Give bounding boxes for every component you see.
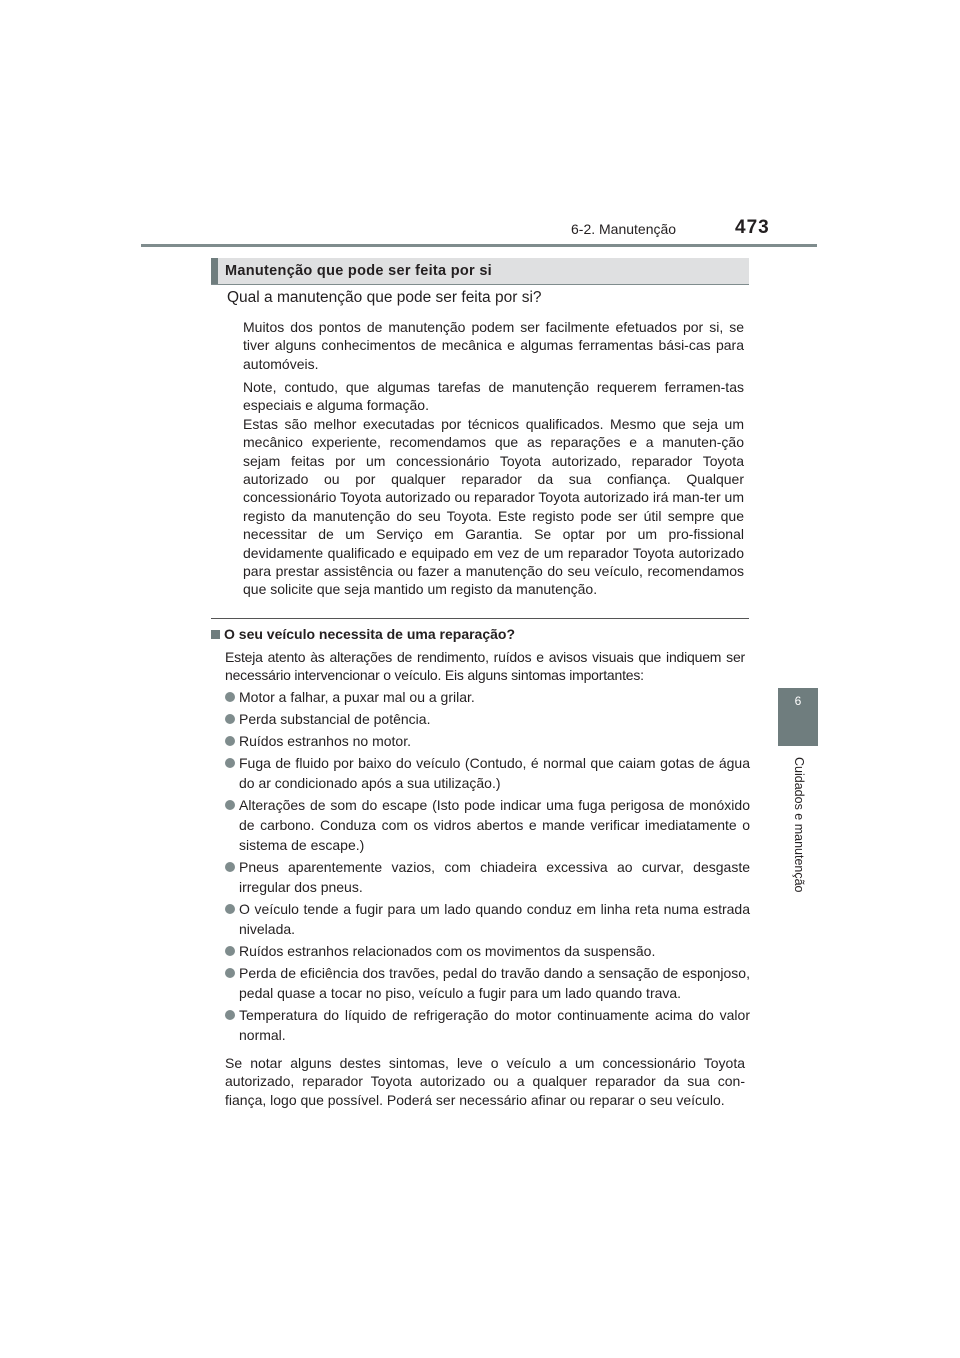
chapter-tab	[778, 688, 818, 746]
list-item: Pneus aparentemente vazios, com chiadeira excessiva ao curvar, desgaste irregular dos pneus.	[225, 857, 750, 897]
list-item: Alterações de som do escape (Isto pode indicar uma fuga perigosa de monóxido de carbono. Conduza com os vidros abertos e mande verificar imediatamente o sistema de escape.)	[225, 795, 750, 855]
divider	[211, 618, 749, 619]
repair-outro	[225, 1054, 745, 1109]
section-label: 6-2. Manutenção	[571, 221, 677, 237]
chapter-label: Cuidados e manutenção	[792, 757, 806, 893]
page-number: 473	[735, 217, 770, 238]
bullet-dot-icon	[225, 1010, 235, 1020]
repair-intro	[225, 648, 745, 685]
list-item: O veículo tende a fugir para um lado quando conduz em linha reta numa estrada nivelada.	[225, 899, 750, 939]
list-item: Fuga de fluido por baixo do veículo (Contudo, é normal que caiam gotas de água do ar condicionado após a sua utilização.)	[225, 753, 750, 793]
repair-intro-text: Esteja atento às alterações de rendimento, ruídos e avisos visuais que indiquem ser necessário intervencionar o veículo. Eis alguns sintomas importantes:	[225, 649, 745, 684]
section-title: Manutenção que pode ser feita por si	[225, 263, 493, 279]
bullet-dot-icon	[225, 946, 235, 956]
bullet-dot-icon	[225, 968, 235, 978]
bullet-dot-icon	[225, 904, 235, 914]
chapter-number: 6	[794, 694, 802, 708]
paragraph-3: Estas são melhor executadas por técnicos qualificados. Mesmo que seja um mecânico experiente, recomendamos que as reparações e a manuten-ção sejam feitas por um concessionário Toyota autorizado, reparador Toyota autorizado ou por qualquer reparador da sua confiança. Qualquer concessionário Toyota autorizado ou reparador Toyota autorizado irá man-ter um registo da manutenção do seu Toyota. Este registo pode ser útil sempre que necessitar de um Serviço em Garantia. Se optar por um pro-fissional devidamente qualificado e equipado em vez de um reparador Toyota autorizado para prestar assistência ou fazer a manutenção do seu veículo, recomendamos que solicite que seja mantido um registo da manutenção.	[243, 415, 744, 598]
paragraph-1: Muitos dos pontos de manutenção podem ser facilmente efetuados por si, se tiver alguns conhecimentos de mecânica e algumas ferramentas bási-cas para automóveis.	[243, 319, 744, 372]
question-heading: Qual a manutenção que pode ser feita por si?	[227, 289, 542, 306]
square-bullet-icon	[211, 630, 220, 639]
list-item: Motor a falhar, a puxar mal ou a grilar.	[225, 687, 750, 707]
list-item: Perda substancial de potência.	[225, 709, 750, 729]
bullet-dot-icon	[225, 692, 235, 702]
bullet-dot-icon	[225, 736, 235, 746]
list-item: Ruídos estranhos no motor.	[225, 731, 750, 751]
repair-outro-text: Se notar alguns destes sintomas, leve o veículo a um concessionário Toyota autorizado, reparador Toyota autorizado ou a qualquer reparador da sua con-fiança, logo que possível. Poderá ser necessário afinar ou reparar o seu veículo.	[225, 1055, 745, 1108]
symptom-list	[225, 687, 750, 1047]
list-item: Perda de eficiência dos travões, pedal do travão dando a sensação de esponjoso, pedal quase a tocar no piso, veículo a fugir para um lado quando trava.	[225, 963, 750, 1003]
bullet-dot-icon	[225, 862, 235, 872]
repair-heading: O seu veículo necessita de uma reparação?	[224, 626, 516, 642]
section-title-underline	[211, 284, 749, 285]
paragraph-2: Note, contudo, que algumas tarefas de manutenção requerem ferramen-tas especiais e alguma formação.	[243, 379, 744, 414]
section-title-marker	[211, 258, 218, 285]
bullet-dot-icon	[225, 800, 235, 810]
bullet-dot-icon	[225, 714, 235, 724]
paragraph-group	[243, 378, 744, 599]
list-item: Temperatura do líquido de refrigeração do motor continuamente acima do valor normal.	[225, 1005, 750, 1045]
header-rule	[141, 244, 817, 247]
list-item: Ruídos estranhos relacionados com os movimentos da suspensão.	[225, 941, 750, 961]
bullet-dot-icon	[225, 758, 235, 768]
